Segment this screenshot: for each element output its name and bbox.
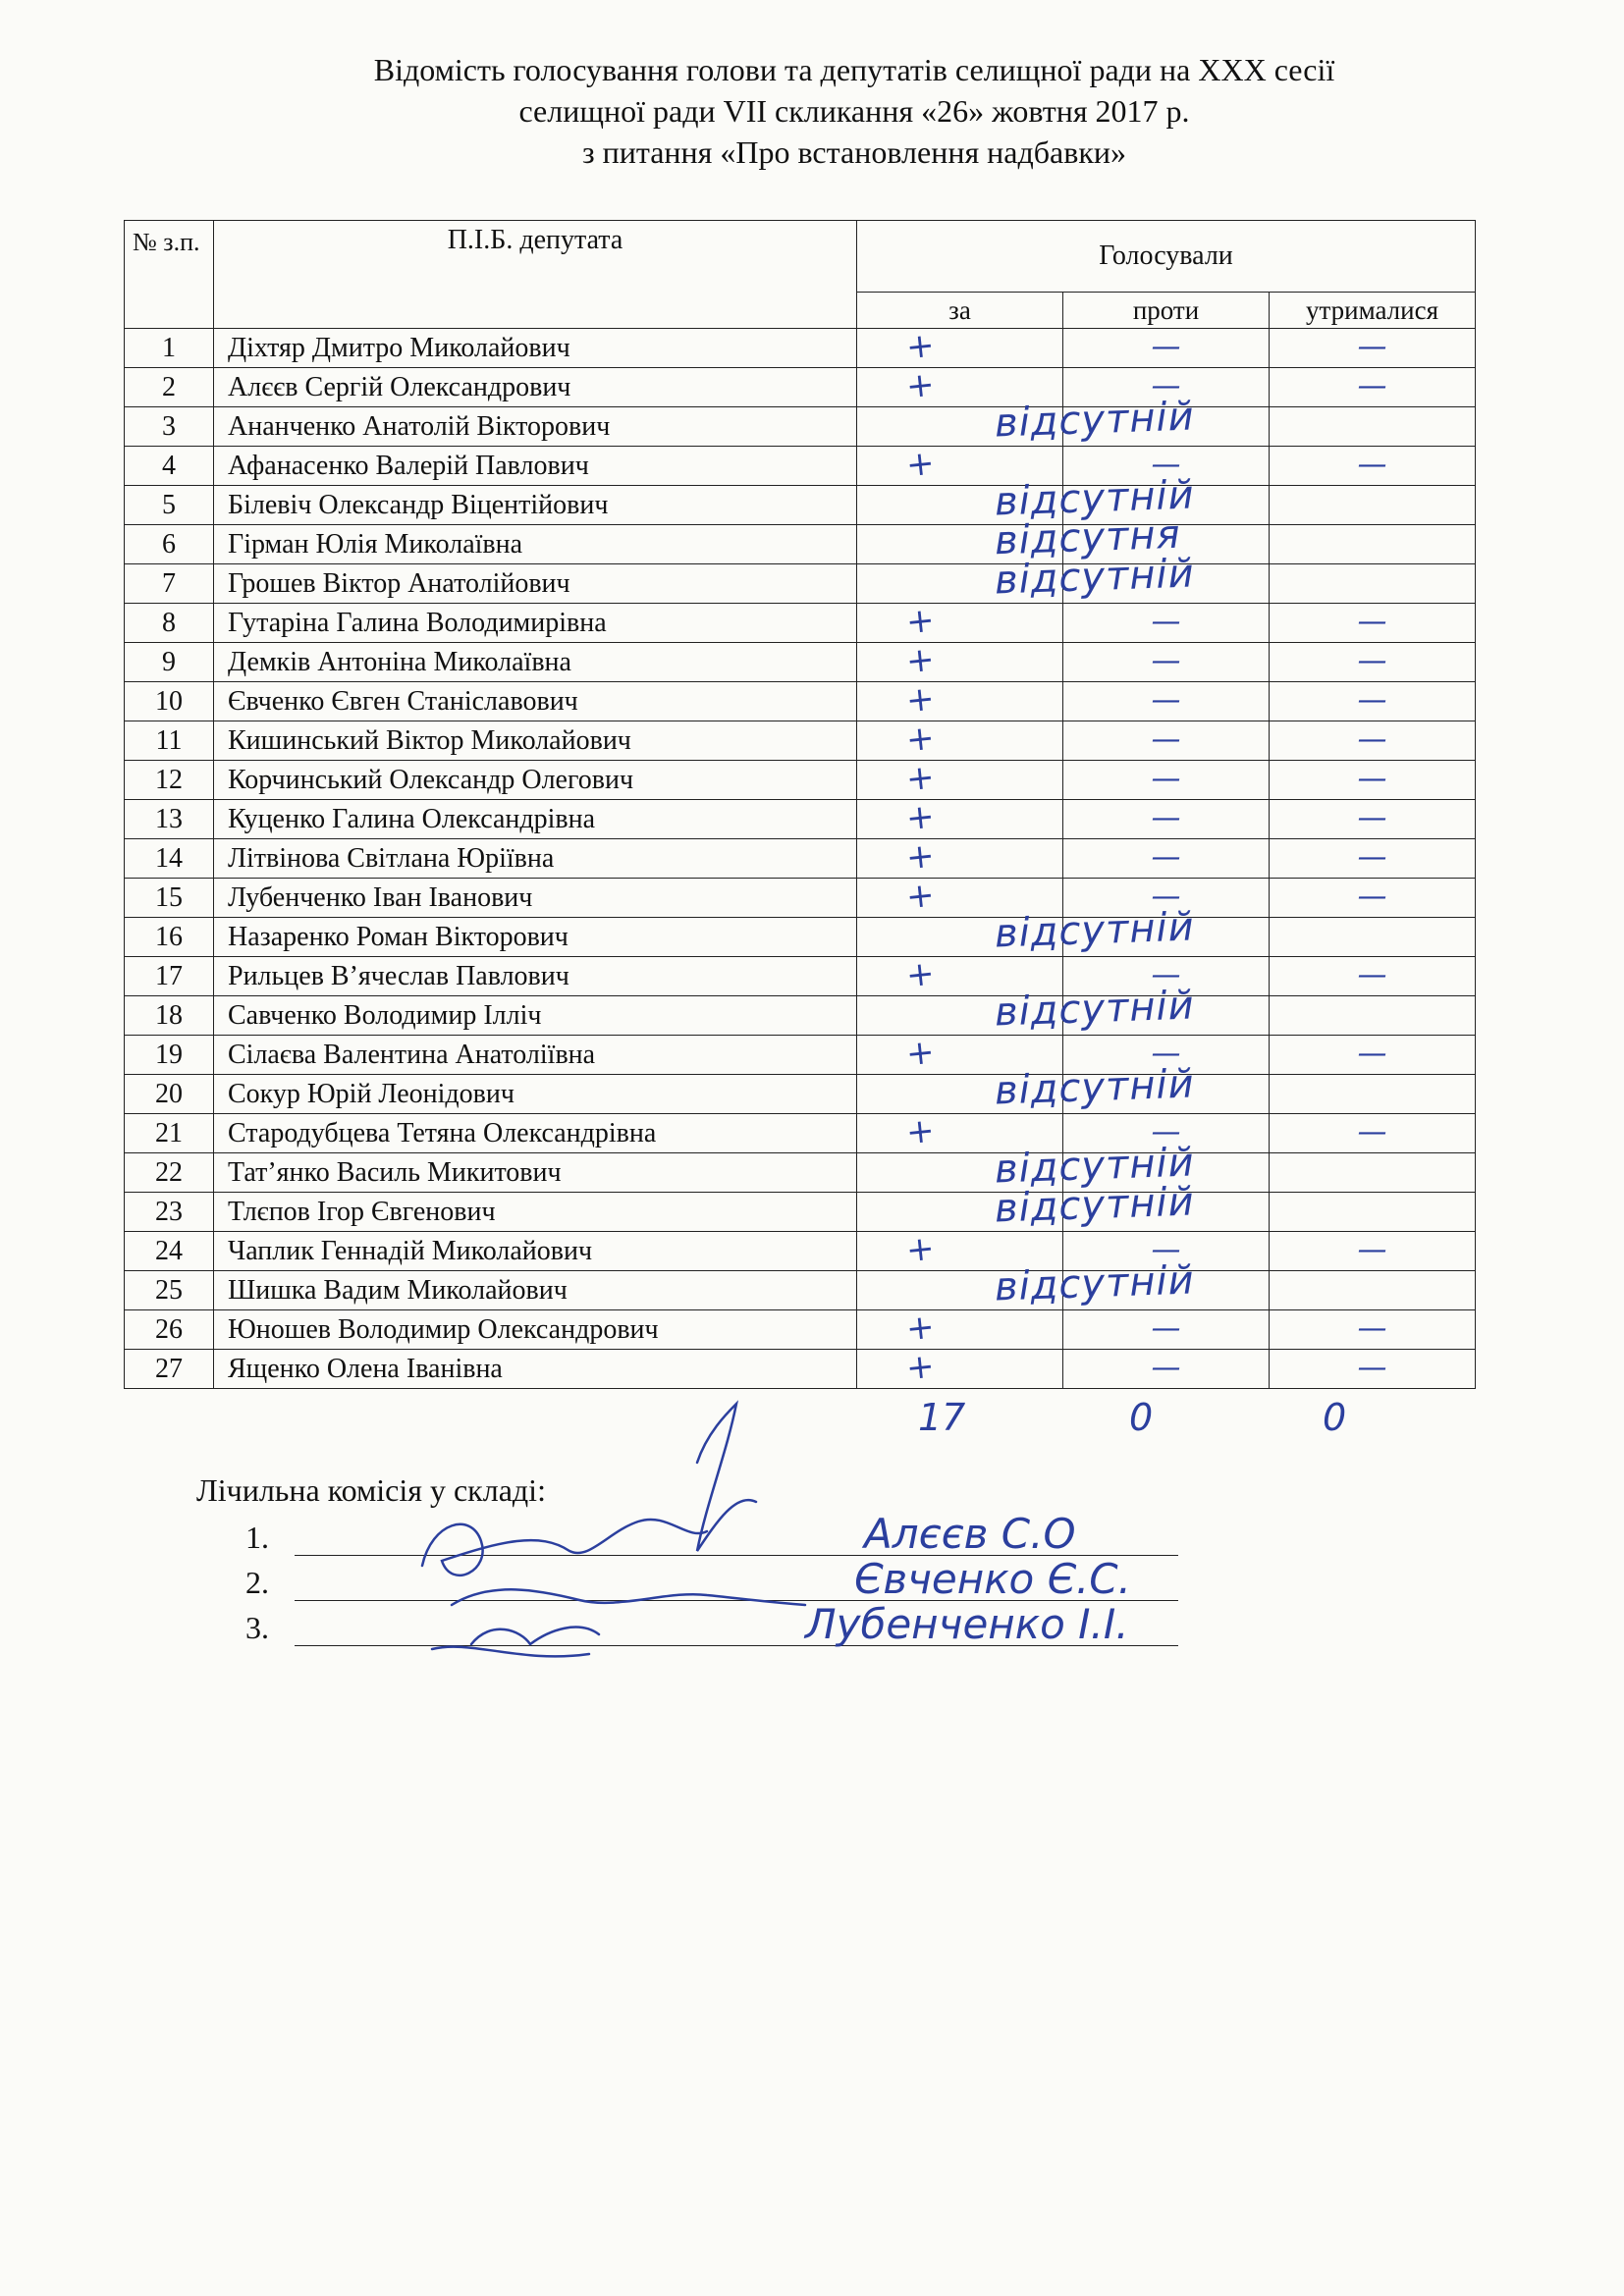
- absent-mark: відсутній: [994, 551, 1196, 604]
- deputy-name: Грошев Віктор Анатолійович: [214, 564, 857, 604]
- table-row: [125, 1271, 1476, 1310]
- vote-utr-mark: —: [1357, 761, 1387, 796]
- table-row: [125, 564, 1476, 604]
- deputy-name: Діхтяр Дмитро Миколайович: [214, 329, 857, 368]
- vote-utr-cell: [1270, 1153, 1476, 1193]
- deputy-name: Білевіч Олександр Віцентійович: [214, 486, 857, 525]
- table-body: [125, 325, 1476, 1389]
- vote-utr-cell: [1270, 800, 1476, 839]
- vote-za-cell: [857, 394, 1196, 447]
- vote-utr-mark: —: [1357, 800, 1387, 835]
- vote-za-mark: +: [904, 835, 937, 879]
- vote-utr-mark: —: [1357, 1232, 1387, 1267]
- deputy-name: Афанасенко Валерій Павлович: [214, 447, 857, 486]
- vote-proty-mark: —: [1151, 1036, 1181, 1071]
- vote-utr-cell: [1270, 604, 1476, 643]
- vote-za-cell: [857, 1061, 1196, 1114]
- vote-utr-cell: [1270, 1232, 1476, 1271]
- row-number: 10: [125, 682, 214, 721]
- vote-za-cell: [857, 325, 1063, 368]
- vote-utr-mark: —: [1357, 329, 1387, 364]
- vote-proty-cell: [1063, 996, 1270, 1036]
- table-row: [125, 329, 1476, 368]
- commission-member-name: Лубенченко І.І.: [805, 1600, 1129, 1648]
- row-number: 3: [125, 407, 214, 447]
- deputy-name: Тат’янко Василь Микитович: [214, 1153, 857, 1193]
- table-row: [125, 486, 1476, 525]
- vote-utr-mark: —: [1357, 957, 1387, 992]
- absent-mark: відсутня: [994, 511, 1182, 564]
- vote-proty-mark: —: [1151, 721, 1181, 757]
- table-row: [125, 839, 1476, 879]
- vote-utr-mark: —: [1357, 1114, 1387, 1149]
- absent-mark: відсутній: [994, 1257, 1196, 1310]
- vote-utr-mark: —: [1357, 447, 1387, 482]
- vote-proty-cell: [1063, 329, 1270, 368]
- vote-za-mark: +: [904, 1228, 937, 1271]
- vote-proty-mark: —: [1151, 1232, 1181, 1267]
- vote-za-cell: [857, 904, 1196, 957]
- table-row: [125, 682, 1476, 721]
- vote-utr-cell: [1270, 996, 1476, 1036]
- absent-mark: відсутній: [994, 1140, 1196, 1193]
- vote-utr-cell: [1270, 1350, 1476, 1389]
- row-number: 1: [125, 329, 214, 368]
- vote-utr-mark: —: [1357, 643, 1387, 678]
- table-row: [125, 1193, 1476, 1232]
- table-row: [125, 918, 1476, 957]
- vote-proty-mark: —: [1151, 957, 1181, 992]
- vote-utr-cell: [1270, 329, 1476, 368]
- vote-utr-mark: —: [1357, 839, 1387, 875]
- vote-utr-mark: —: [1357, 1036, 1387, 1071]
- row-number: 13: [125, 800, 214, 839]
- row-number: 7: [125, 564, 214, 604]
- vote-proty-cell: [1063, 643, 1270, 682]
- vote-utr-cell: [1270, 879, 1476, 918]
- row-number: 6: [125, 525, 214, 564]
- table-row: [125, 721, 1476, 761]
- vote-utr-cell: [1270, 682, 1476, 721]
- vote-proty-mark: —: [1151, 682, 1181, 718]
- table-row: [125, 604, 1476, 643]
- vote-utr-mark: —: [1357, 1310, 1387, 1346]
- vote-utr-cell: [1270, 525, 1476, 564]
- vote-za-cell: [857, 551, 1196, 604]
- table-row: [125, 1075, 1476, 1114]
- table-row: [125, 761, 1476, 800]
- vote-proty-mark: —: [1151, 839, 1181, 875]
- vote-za-cell: [857, 1257, 1196, 1310]
- vote-proty-cell: [1063, 1310, 1270, 1350]
- vote-za-cell: [857, 796, 1063, 839]
- deputy-name: Ященко Олена Іванівна: [214, 1350, 857, 1389]
- vote-za-cell: [857, 757, 1063, 800]
- vote-proty-mark: —: [1151, 1310, 1181, 1346]
- table-row: [125, 643, 1476, 682]
- title-line-1: Відомість голосування голови та депутатів селищної ради на XXX сесії: [373, 52, 1335, 87]
- vote-proty-cell: [1063, 800, 1270, 839]
- deputy-name: Кишинський Віктор Миколайович: [214, 721, 857, 761]
- vote-proty-mark: —: [1151, 1114, 1181, 1149]
- deputy-name: Юношев Володимир Олександрович: [214, 1310, 857, 1350]
- header-proty: проти: [1063, 293, 1270, 329]
- vote-proty-cell: [1063, 1271, 1270, 1310]
- deputy-name: Шишка Вадим Миколайович: [214, 1271, 857, 1310]
- vote-utr-mark: —: [1357, 721, 1387, 757]
- row-number: 26: [125, 1310, 214, 1350]
- table-row: [125, 368, 1476, 407]
- table-row: [125, 1350, 1476, 1389]
- vote-za-cell: [857, 600, 1063, 643]
- row-number: 15: [125, 879, 214, 918]
- vote-za-mark: +: [904, 364, 937, 407]
- title-line-2: селищної ради VII скликання «26» жовтня 2017 р.: [518, 93, 1190, 129]
- vote-utr-cell: [1270, 368, 1476, 407]
- vote-utr-cell: [1270, 761, 1476, 800]
- deputy-name: Демків Антоніна Миколаївна: [214, 643, 857, 682]
- deputy-name: Стародубцева Тетяна Олександрівна: [214, 1114, 857, 1153]
- vote-utr-cell: [1270, 486, 1476, 525]
- header-name: П.І.Б. депутата: [214, 221, 857, 329]
- deputy-name: Тлєпов Ігор Євгенович: [214, 1193, 857, 1232]
- vote-utr-mark: —: [1357, 682, 1387, 718]
- table-row: [125, 1232, 1476, 1271]
- vote-utr-cell: [1270, 721, 1476, 761]
- document-title: [177, 49, 1532, 173]
- row-number: 16: [125, 918, 214, 957]
- absent-mark: відсутній: [994, 1179, 1196, 1232]
- vote-proty-mark: —: [1151, 879, 1181, 914]
- deputy-name: Гутаріна Галина Володимирівна: [214, 604, 857, 643]
- absent-mark: відсутній: [994, 394, 1196, 447]
- vote-utr-cell: [1270, 1114, 1476, 1153]
- vote-utr-cell: [1270, 1193, 1476, 1232]
- vote-za-cell: [857, 1307, 1063, 1350]
- vote-utr-cell: [1270, 407, 1476, 447]
- vote-za-mark: +: [904, 639, 937, 682]
- vote-proty-cell: [1063, 1350, 1270, 1389]
- vote-utr-cell: [1270, 564, 1476, 604]
- vote-utr-mark: —: [1357, 604, 1387, 639]
- vote-proty-cell: [1063, 1075, 1270, 1114]
- table-row: [125, 957, 1476, 996]
- row-number: 12: [125, 761, 214, 800]
- vote-za-mark: +: [904, 1307, 937, 1350]
- table-row: [125, 800, 1476, 839]
- row-number: 21: [125, 1114, 214, 1153]
- total-proty: 0: [1129, 1396, 1154, 1439]
- total-za: 17: [918, 1396, 966, 1439]
- table-row: [125, 996, 1476, 1036]
- deputy-name: Гірман Юлія Миколаївна: [214, 525, 857, 564]
- deputy-name: Корчинський Олександр Олегович: [214, 761, 857, 800]
- vote-proty-mark: —: [1151, 643, 1181, 678]
- vote-za-mark: +: [904, 875, 937, 918]
- deputy-name: Куценко Галина Олександрівна: [214, 800, 857, 839]
- vote-utr-mark: —: [1357, 368, 1387, 403]
- table-row: [125, 407, 1476, 447]
- vote-utr-cell: [1270, 839, 1476, 879]
- title-line-3: з питання «Про встановлення надбавки»: [581, 134, 1127, 170]
- vote-za-mark: +: [904, 678, 937, 721]
- vote-za-cell: [857, 718, 1063, 761]
- vote-proty-cell: [1063, 721, 1270, 761]
- signature-scribble: [412, 1394, 825, 1679]
- vote-za-mark: +: [904, 796, 937, 839]
- absent-mark: відсутній: [994, 904, 1196, 957]
- row-number: 22: [125, 1153, 214, 1193]
- commission-index-1: 1.: [245, 1520, 269, 1555]
- row-number: 17: [125, 957, 214, 996]
- deputy-name: Ананченко Анатолій Вікторович: [214, 407, 857, 447]
- vote-za-cell: [857, 983, 1196, 1036]
- vote-utr-mark: —: [1357, 1350, 1387, 1385]
- row-number: 5: [125, 486, 214, 525]
- vote-proty-cell: [1063, 1193, 1270, 1232]
- table-row: [125, 1114, 1476, 1153]
- header-number: № з.п.: [125, 221, 214, 329]
- vote-proty-cell: [1063, 839, 1270, 879]
- deputy-name: Рильцев В’ячеслав Павлович: [214, 957, 857, 996]
- deputy-name: Алєєв Сергій Олександрович: [214, 368, 857, 407]
- absent-mark: відсутній: [994, 1061, 1196, 1114]
- vote-za-mark: +: [904, 718, 937, 761]
- deputy-name: Євченко Євген Станіславович: [214, 682, 857, 721]
- deputy-name: Сілаєва Валентина Анатоліївна: [214, 1036, 857, 1075]
- header-utrymalysia: утрималися: [1270, 293, 1476, 329]
- row-number: 2: [125, 368, 214, 407]
- vote-proty-mark: —: [1151, 447, 1181, 482]
- vote-za-mark: +: [904, 600, 937, 643]
- row-number: 11: [125, 721, 214, 761]
- vote-proty-mark: —: [1151, 368, 1181, 403]
- deputy-name: Савченко Володимир Ілліч: [214, 996, 857, 1036]
- vote-utr-mark: —: [1357, 879, 1387, 914]
- vote-utr-cell: [1270, 1075, 1476, 1114]
- row-number: 20: [125, 1075, 214, 1114]
- deputy-name: Чаплик Геннадій Миколайович: [214, 1232, 857, 1271]
- vote-utr-cell: [1270, 1036, 1476, 1075]
- vote-za-mark: +: [904, 443, 937, 486]
- vote-za-mark: +: [904, 757, 937, 800]
- table-row: [125, 1310, 1476, 1350]
- header-voted: Голосували: [857, 221, 1476, 293]
- vote-za-cell: [857, 1346, 1063, 1389]
- vote-proty-mark: —: [1151, 761, 1181, 796]
- vote-za-mark: +: [904, 1032, 937, 1075]
- vote-proty-cell: [1063, 604, 1270, 643]
- total-utrymalysia: 0: [1323, 1396, 1347, 1439]
- vote-za-mark: +: [904, 953, 937, 996]
- row-number: 9: [125, 643, 214, 682]
- deputy-name: Сокур Юрій Леонідович: [214, 1075, 857, 1114]
- vote-proty-mark: —: [1151, 329, 1181, 364]
- table-row: [125, 879, 1476, 918]
- commission-index-3: 3.: [245, 1610, 269, 1645]
- header-za: за: [857, 293, 1063, 329]
- table-row: [125, 1153, 1476, 1193]
- deputy-name: Лубенченко Іван Іванович: [214, 879, 857, 918]
- vote-za-cell: [857, 835, 1063, 879]
- row-number: 19: [125, 1036, 214, 1075]
- row-number: 18: [125, 996, 214, 1036]
- row-number: 23: [125, 1193, 214, 1232]
- vote-proty-mark: —: [1151, 604, 1181, 639]
- vote-za-mark: +: [904, 1110, 937, 1153]
- vote-utr-cell: [1270, 918, 1476, 957]
- vote-proty-cell: [1063, 564, 1270, 604]
- row-number: 8: [125, 604, 214, 643]
- deputy-name: Назаренко Роман Вікторович: [214, 918, 857, 957]
- commission-label: Лічильна комісія у складі:: [196, 1472, 546, 1508]
- vote-za-mark: +: [904, 1346, 937, 1389]
- row-number: 25: [125, 1271, 214, 1310]
- vote-za-mark: +: [904, 325, 937, 368]
- vote-utr-cell: [1270, 643, 1476, 682]
- absent-mark: відсутній: [994, 472, 1196, 525]
- vote-proty-cell: [1063, 761, 1270, 800]
- voting-table: [124, 220, 1476, 1389]
- commission-index-2: 2.: [245, 1565, 269, 1600]
- vote-utr-cell: [1270, 1310, 1476, 1350]
- commission-member-name: Євченко Є.С.: [854, 1555, 1131, 1603]
- vote-utr-cell: [1270, 447, 1476, 486]
- vote-za-cell: [857, 678, 1063, 721]
- deputy-name: Літвінова Світлана Юріївна: [214, 839, 857, 879]
- vote-utr-cell: [1270, 957, 1476, 996]
- table-row: [125, 447, 1476, 486]
- vote-za-cell: [857, 1179, 1196, 1232]
- vote-proty-cell: [1063, 918, 1270, 957]
- vote-proty-mark: —: [1151, 800, 1181, 835]
- vote-proty-mark: —: [1151, 1350, 1181, 1385]
- row-number: 14: [125, 839, 214, 879]
- vote-utr-cell: [1270, 1271, 1476, 1310]
- table-row: [125, 1036, 1476, 1075]
- absent-mark: відсутній: [994, 983, 1196, 1036]
- row-number: 27: [125, 1350, 214, 1389]
- vote-za-cell: [857, 639, 1063, 682]
- vote-proty-cell: [1063, 407, 1270, 447]
- row-number: 24: [125, 1232, 214, 1271]
- row-number: 4: [125, 447, 214, 486]
- commission-member-name: Алєєв С.О: [864, 1510, 1076, 1558]
- vote-proty-cell: [1063, 682, 1270, 721]
- table-row: [125, 525, 1476, 564]
